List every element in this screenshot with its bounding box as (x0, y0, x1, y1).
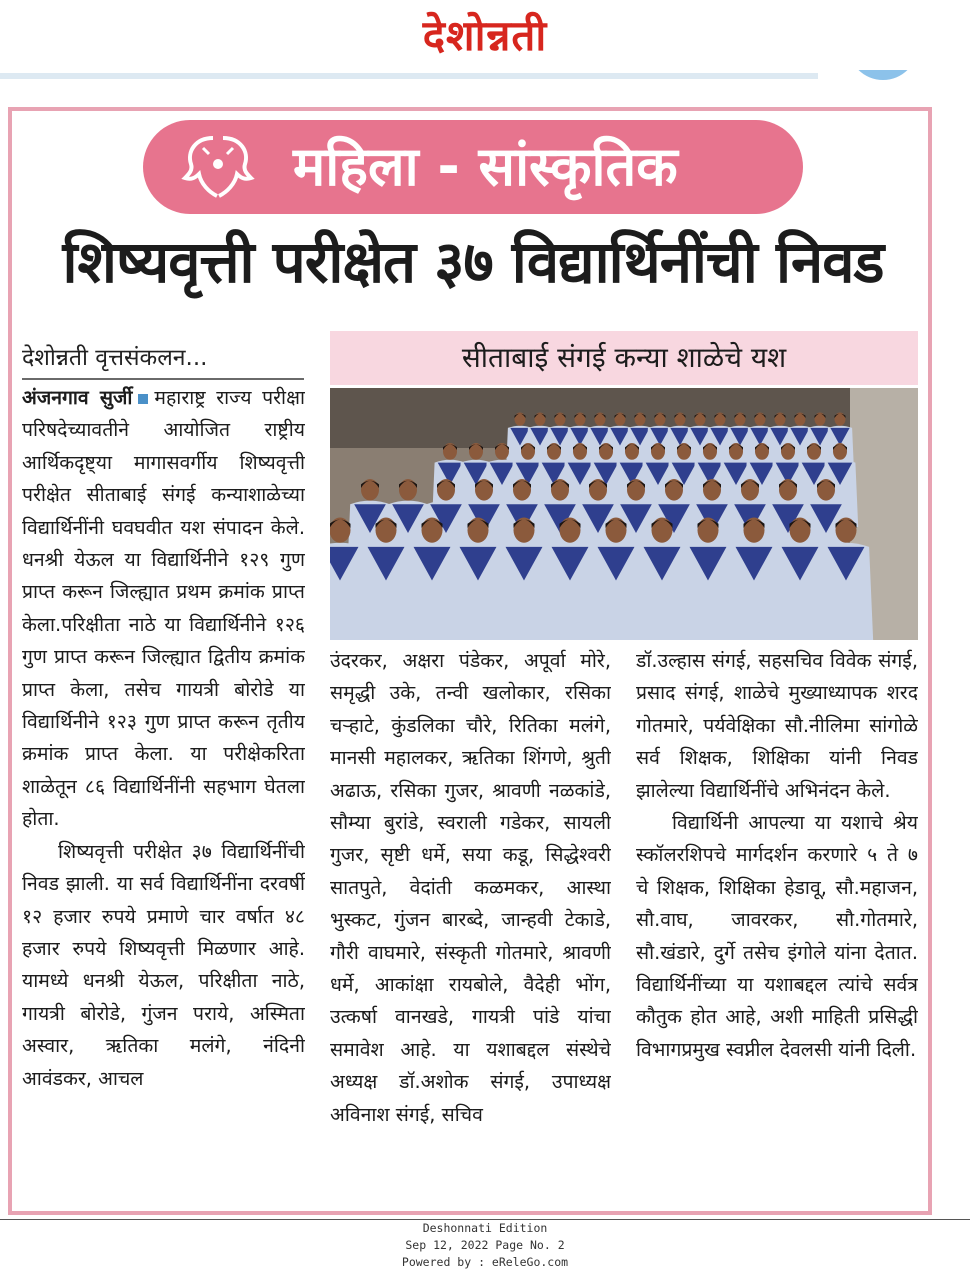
dateline-rule (22, 378, 304, 380)
place-name: अंजनगाव सुर्जी (22, 386, 133, 409)
separator-square-icon (138, 394, 148, 404)
lead-text: महाराष्ट्र राज्य परीक्षा परिषदेच्यावतीने आयोजित राष्ट्रीय आर्थिकदृष्ट्या मागासवर्गीय शिष्यवृत्ती परीक्षेत सीताबाई संगई कन्याशाळेच्या विद्यार्थिनींनी घवघवीत यश संपादन केले. धनश्री येऊल या विद्यार्थिनीने १२९ गुण प्राप्त करून जिल्ह्यात प्रथम क्रमांक प्राप्त केला.परिक्षीता नाठे या विद्यार्थिनीने १२६ गुण प्राप्त करून जिल्ह्यात द्वितीय क्रमांक प्राप्त केला, तसेच गायत्री बोरोडे या विद्यार्थिनीने १२३ गुण प्राप्त करून तृतीय क्रमांक प्राप्त केला. या परीक्षेकरिता शाळेतून ८६ विद्यार्थिनींनी सहभाग घेतला होता. (22, 386, 305, 831)
edition-name: Deshonnati Edition (422, 1221, 548, 1235)
subheadline: सीताबाई संगई कन्या शाळेचे यश (330, 331, 918, 385)
section-banner (143, 120, 803, 214)
masthead (0, 0, 970, 70)
edition-date-page: Sep 12, 2022 Page No. 2 (405, 1238, 565, 1252)
headline: शिष्यवृत्ती परीक्षेत ३७ विद्यार्थिनींची निवड (62, 228, 884, 296)
lead-paragraph (22, 382, 305, 836)
women-faces-icon (173, 134, 263, 200)
powered-by: Powered by : eReleGo.com (401, 1255, 569, 1269)
paragraph: विद्यार्थिनी आपल्या या यशाचे श्रेय स्कॉलरशिपचे मार्गदर्शन करणारे ५ ते ७ चे शिक्षक, शिक्षिका हेडावू, सौ.महाजन, सौ.वाघ, जावरकर, सौ.गोतमारे, सौ.खंडारे, दुर्गे तसेच इंगोले यांना देतात. विद्यार्थिनींच्या या यशाबद्दल त्यांचे सर्वत्र कौतुक होत आहे, अशी माहिती प्रसिद्धी विभागप्रमुख स्वप्नील देवलसी यांनी दिली. (636, 811, 918, 1061)
newspaper-logo: देशोन्नती (422, 11, 548, 60)
article-column-2 (330, 645, 611, 1205)
article-column-3 (636, 645, 918, 1205)
masthead-rule (0, 73, 818, 79)
paragraph: डॉ.उल्हास संगई, सहसचिव विवेक संगई, प्रसाद संगई, शाळेचे मुख्याध्यापक शरद गोतमारे, पर्यवेक्षिका सौ.नीलिमा सांगोळे सर्व शिक्षक, शिक्षिका यांनी निवड झालेल्या विद्यार्थिनींचे अभिनंदन केले. (636, 649, 918, 802)
paragraph: उंदरकर, अक्षरा पंडेकर, अपूर्वा मोरे, समृद्धी उके, तन्वी खलोकार, रसिका चऱ्हाटे, कुंडलिका चौरे, रितिका मलंगे, मानसी महालकर, ऋतिका शिंगणे, श्रुती अढाऊ, रसिका गुजर, श्रावणी नळकांडे, सौम्या बुरांडे, स्वराली गडेकर, सायली गुजर, सृष्टी धर्मे, सया कडू, सिद्धेश्वरी सातपुते, वेदांती कळमकर, आस्था भुस्कट, गुंजन बारब्दे, जान्हवी टेकाडे, गौरी वाघमारे, संस्कृती गोतमारे, श्रावणी धर्मे, आकांक्षा रायबोले, वैदेही भोंग, उत्कर्षा वानखडे, गायत्री पांडे यांचा समावेश आहे. या यशाबद्दल संस्थेचे अध्यक्ष डॉ.अशोक संगई, उपाध्यक्ष अविनाश संगई, सचिव (330, 649, 611, 1126)
group-photo (330, 388, 918, 640)
article-column-1 (22, 382, 305, 1202)
section-label: महिला - सांस्कृतिक (293, 135, 678, 198)
paragraph: शिष्यवृत्ती परीक्षेत ३७ विद्यार्थिनींची निवड झाली. या सर्व विद्यार्थिनींना दरवर्षी १२ हजार रुपये प्रमाणे चार वर्षात ४८ हजार रुपये शिष्यवृत्ती मिळणार आहे. यामध्ये धनश्री येऊल, परिक्षीता नाठे, गायत्री बोरोडे, गुंजन पराये, अस्मिता अस्वार, ऋतिका मलंगे, नंदिनी आवंडकर, आचल (22, 839, 305, 1090)
edition-footer (0, 1220, 970, 1271)
dateline: देशोन्नती वृत्तसंकलन... (22, 345, 208, 371)
students-photo-illustration (330, 388, 918, 640)
